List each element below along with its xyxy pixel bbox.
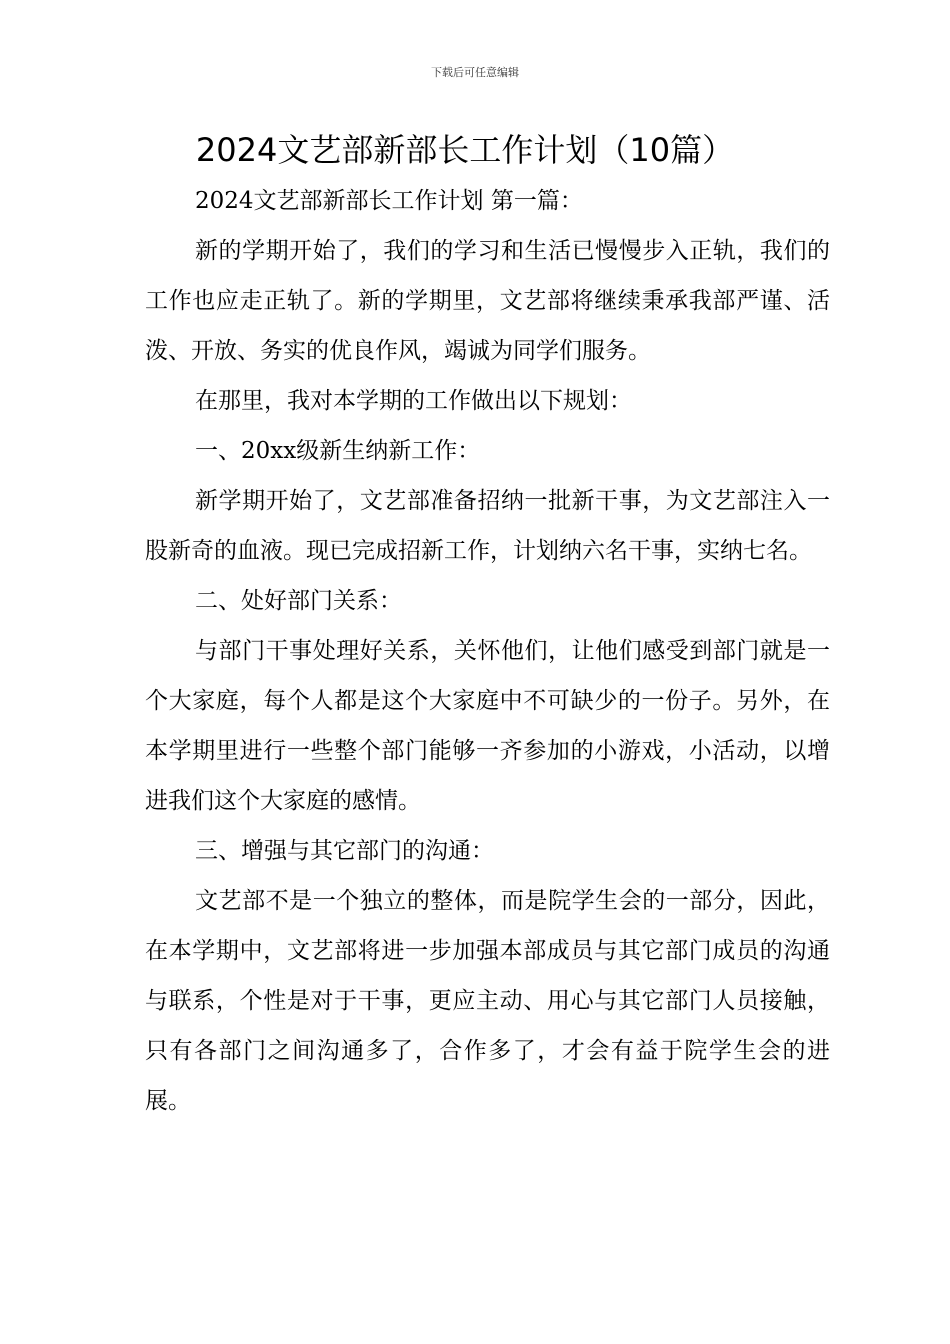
document-body xyxy=(145,176,830,1126)
paragraph-item-1: 新学期开始了，文艺部准备招纳一批新干事，为文艺部注入一股新奇的血液。现已完成招新工作，计划纳六名干事，实纳七名。 xyxy=(145,488,830,564)
item-heading-2: 二、处好部门关系： xyxy=(195,588,402,614)
item-heading-1: 一、20xx级新生纳新工作： xyxy=(195,438,481,464)
paragraph-item-3: 文艺部不是一个独立的整体，而是院学生会的一部分，因此，在本学期中，文艺部将进一步加强本部成员与其它部门成员的沟通与联系，个性是对于干事，更应主动、用心与其它部门人员接触，只有各部门之间沟通多了，合作多了，才会有益于院学生会的进展。 xyxy=(145,888,830,1114)
paragraph-item-2: 与部门干事处理好关系，关怀他们，让他们感受到部门就是一个大家庭，每个人都是这个大家庭中不可缺少的一份子。另外，在本学期里进行一些整个部门能够一齐参加的小游戏，小活动，以增进我们这个大家庭的感情。 xyxy=(145,638,830,814)
plan-lead: 在那里，我对本学期的工作做出以下规划： xyxy=(195,388,632,414)
document-title: 2024文艺部新部长工作计划（10篇） xyxy=(195,131,735,169)
section-heading-1: 2024文艺部新部长工作计划 第一篇： xyxy=(195,188,583,214)
paragraph-intro: 新的学期开始了，我们的学习和生活已慢慢步入正轨，我们的工作也应走正轨了。新的学期里，文艺部将继续秉承我部严谨、活泼、开放、务实的优良作风，竭诚为同学们服务。 xyxy=(145,238,830,364)
header-note: 下载后可任意编辑 xyxy=(431,66,519,79)
item-heading-3: 三、增强与其它部门的沟通： xyxy=(195,838,494,864)
